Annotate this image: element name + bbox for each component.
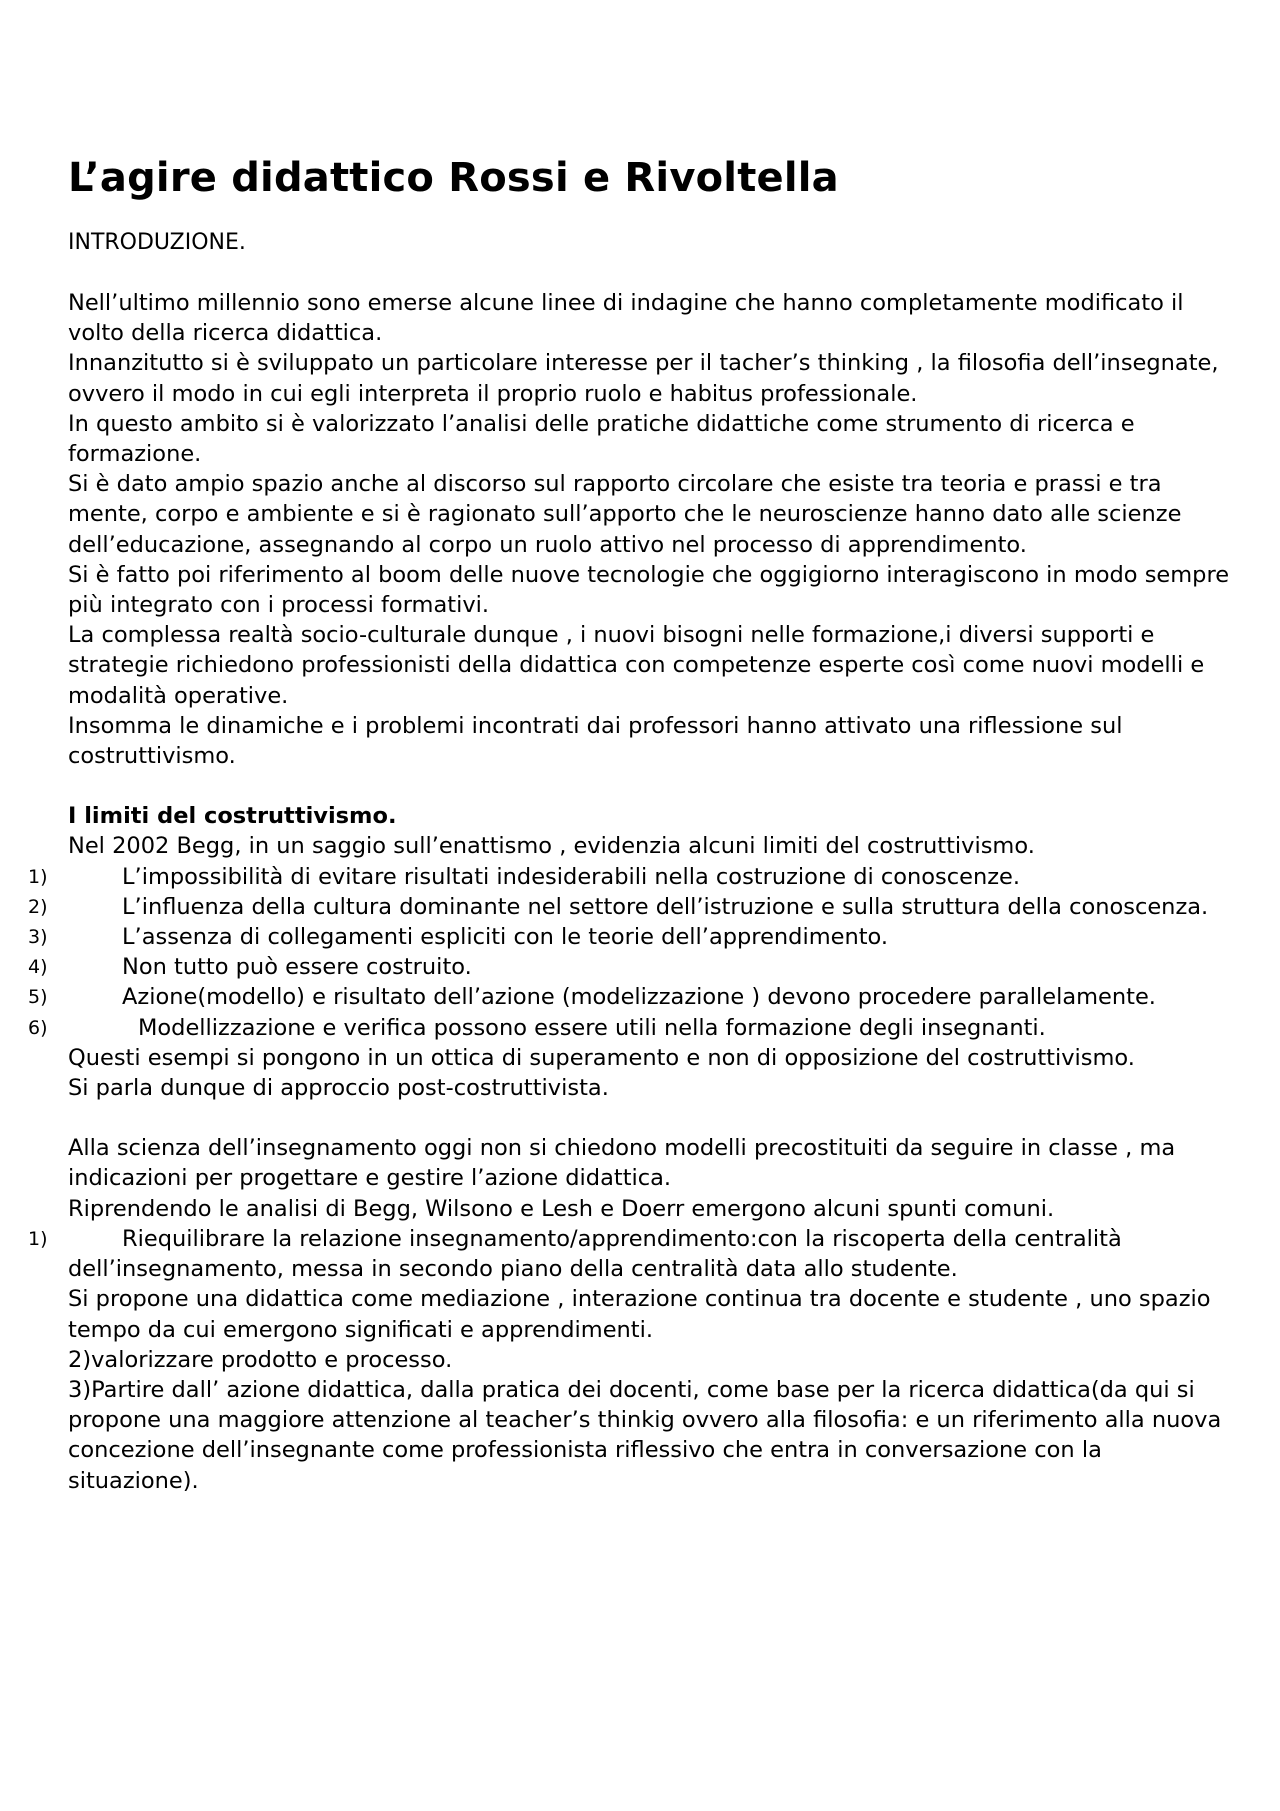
closing-paragraph: 3)Partire dall’ azione didattica, dalla pratica dei docenti, come base per la ricerca didattica(da qui si propone una maggiore attenzione al teacher’s thinkig ovvero alla filosofia: e un riferimento alla nuova concezione dell’insegnante come professionista riflessivo che entra in conversazione con la situazione). xyxy=(68,1376,1222,1494)
list-item-text: L’influenza della cultura dominante nel settore dell’istruzione e sulla struttura della conoscenza. xyxy=(122,893,1209,920)
list-item xyxy=(28,892,1238,922)
intro-paragraph: Nell’ultimo millennio sono emerse alcune linee di indagine che hanno completamente modificato il volto della ricerca didattica. xyxy=(68,290,1184,347)
limits-intro: Nel 2002 Begg, in un saggio sull’enattismo , evidenzia alcuni limiti del costruttivismo. xyxy=(68,833,1035,860)
list-number: 2) xyxy=(28,895,48,918)
list-item xyxy=(28,862,1238,892)
list-item-text: L’assenza di collegamenti espliciti con le teorie dell’apprendimento. xyxy=(122,924,889,951)
list-item xyxy=(28,982,1238,1012)
closing-paragraph: 2)valorizzare prodotto e processo. xyxy=(68,1346,453,1373)
list-item-text: Azione(modello) e risultato dell’azione (modelizzazione ) devono procedere parallelamente. xyxy=(122,984,1156,1011)
intro-paragraph: Innanzitutto si è sviluppato un particolare interesse per il tacher’s thinking , la filosofia dell’insegnate, ovvero il modo in cui egli interpreta il proprio ruolo e habitus professionale. xyxy=(68,350,1219,407)
closing-paragraph: Si propone una didattica come mediazione , interazione continua tra docente e studente , uno spazio tempo da cui emergono significati e apprendimenti. xyxy=(68,1286,1211,1343)
section-heading-limits: I limiti del costruttivismo. xyxy=(68,803,397,830)
list-number: 1) xyxy=(28,1227,48,1250)
intro-paragraph: Insomma le dinamiche e i problemi incontrati dai professori hanno attivato una riflessione sul costruttivismo. xyxy=(68,712,1123,770)
list-item xyxy=(28,1013,1238,1043)
limits-after-paragraph: Questi esempi si pongono in un ottica di superamento e non di opposizione del costruttivismo. xyxy=(68,1044,1135,1071)
list-item xyxy=(28,922,1238,952)
list-item-text: L’impossibilità di evitare risultati indesiderabili nella costruzione di conoscenze. xyxy=(122,863,1021,890)
intro-paragraph: Si è dato ampio spazio anche al discorso sul rapporto circolare che esiste tra teoria e prassi e tra mente, corpo e ambiente e si è ragionato sull’apporto che le neuroscienze hanno dato alle scienze dell’educazione, assegnando al corpo un ruolo attivo nel processo di apprendimento. xyxy=(68,471,1182,558)
document-page xyxy=(28,150,1238,1496)
list-item-text: Non tutto può essere costruito. xyxy=(122,954,472,981)
list-item-text: Modellizzazione e verifica possono essere utili nella formazione degli insegnanti. xyxy=(138,1014,1046,1041)
intro-paragraph: La complessa realtà socio-culturale dunque , i nuovi bisogni nelle formazione,i diversi supporti e strategie richiedono professionisti della didattica con competenze esperte così come nuovi modelli e modalità operative. xyxy=(68,622,1205,709)
list-number: 5) xyxy=(28,986,48,1009)
limits-after-paragraph: Si parla dunque di approccio post-costruttivista. xyxy=(68,1075,609,1102)
intro-paragraph: In questo ambito si è valorizzato l’analisi delle pratiche didattiche come strumento di ricerca e formazione. xyxy=(68,410,1135,468)
spacer xyxy=(68,771,1238,801)
spacer xyxy=(68,1103,1238,1133)
intro-label: INTRODUZIONE. xyxy=(68,230,246,255)
science-paragraph: Alla scienza dell’insegnamento oggi non si chiedono modelli precostituiti da seguire in classe , ma indicazioni per progettare e gestire l’azione didattica. xyxy=(68,1135,1176,1192)
list-item-text: Riequilibrare la relazione insegnamento/apprendimento:con la riscoperta della centralità dell’insegnamento, messa in secondo piano della centralità data allo studente. xyxy=(68,1225,1122,1283)
list-number: 4) xyxy=(28,956,48,979)
intro-paragraph: Si è fatto poi riferimento al boom delle nuove tecnologie che oggigiorno interagiscono in modo sempre più integrato con i processi formativi. xyxy=(68,561,1230,619)
document-title: L’agire didattico Rossi e Rivoltella xyxy=(68,155,839,201)
list-number: 1) xyxy=(28,865,48,888)
list-item xyxy=(28,952,1238,982)
list-item xyxy=(28,1224,1238,1284)
science-paragraph: Riprendendo le analisi di Begg, Wilsono e Lesh e Doerr emergono alcuni spunti comuni. xyxy=(68,1195,1055,1222)
list-number: 6) xyxy=(28,1016,48,1039)
list-number: 3) xyxy=(28,926,48,949)
